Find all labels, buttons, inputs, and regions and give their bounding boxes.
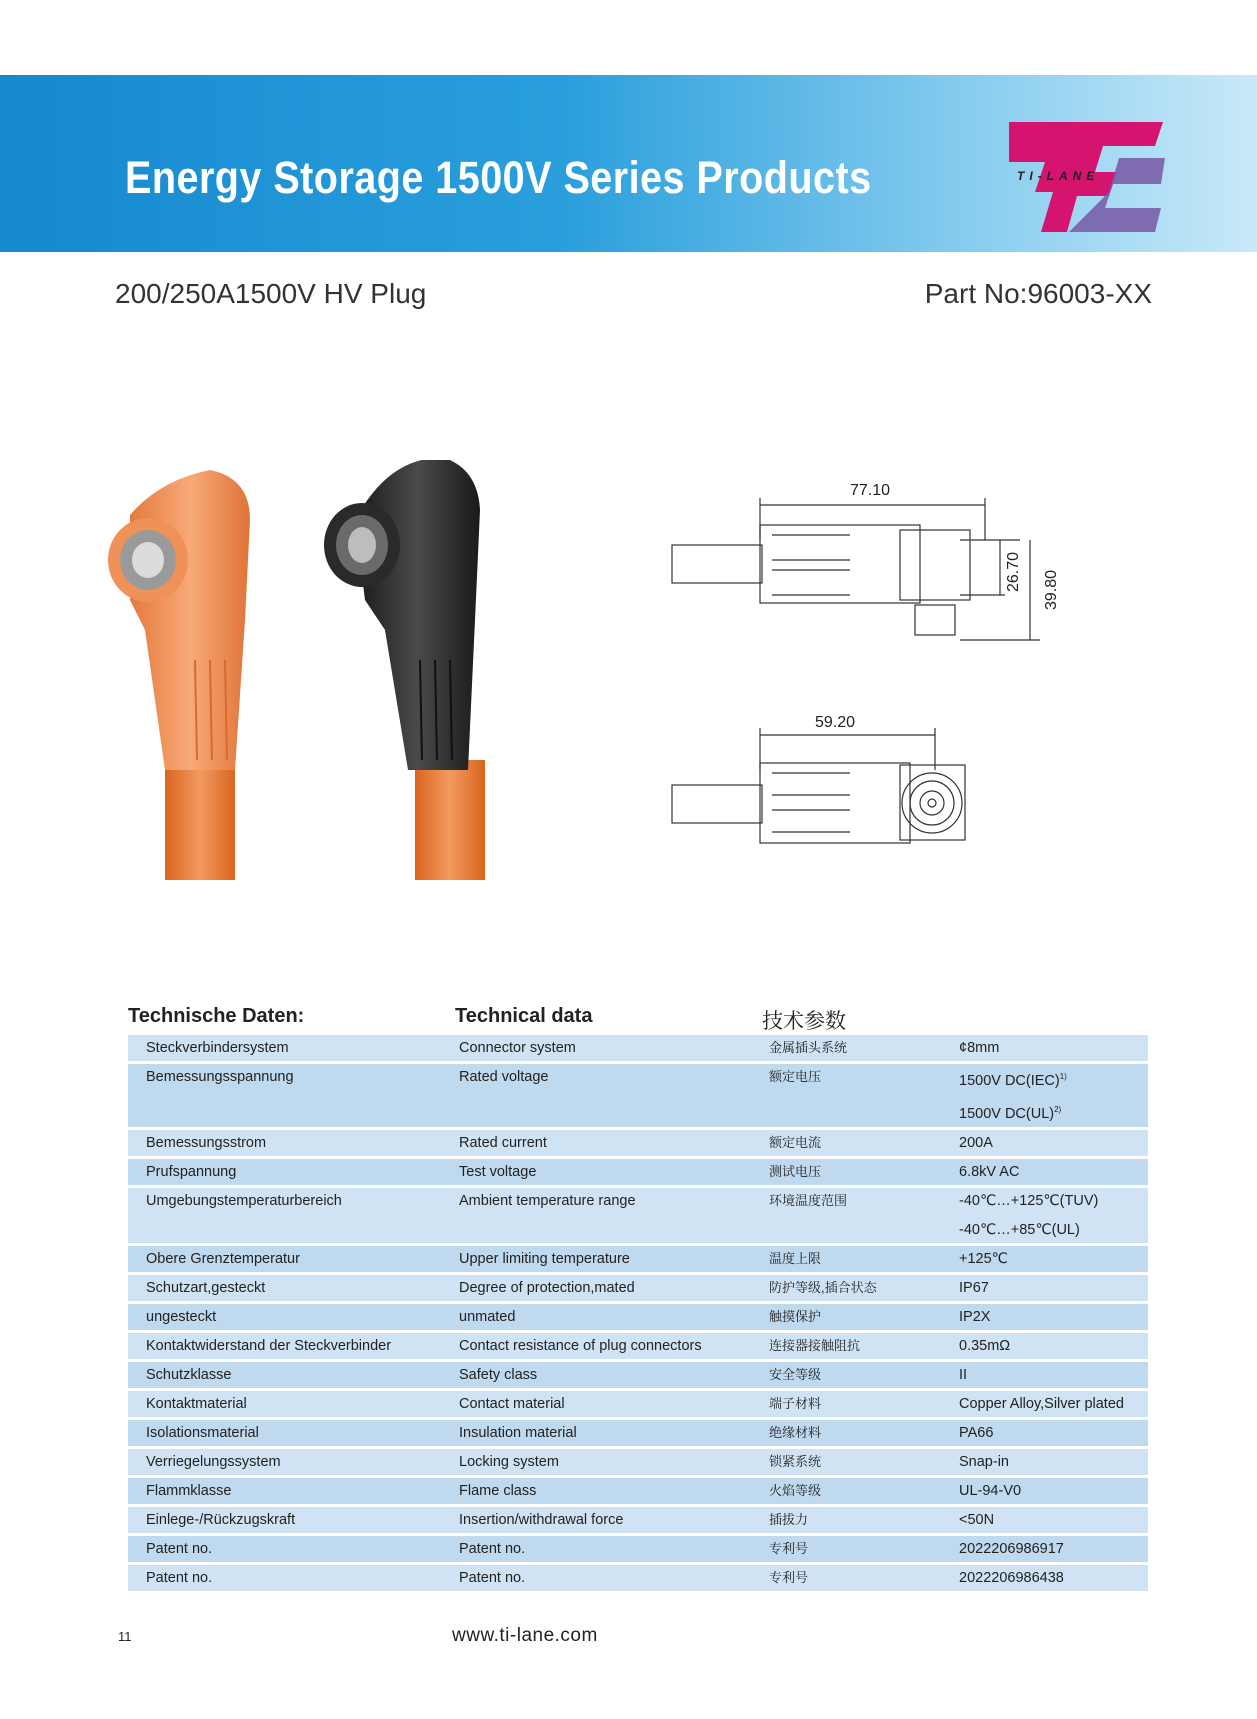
cell-en: Test voltage (459, 1159, 769, 1185)
cell-value (959, 1507, 1148, 1533)
value-line: ¢8mm (959, 1040, 1000, 1056)
cell-zh: 专利号 (769, 1536, 959, 1562)
technical-drawing (660, 470, 1080, 860)
page-title: Energy Storage 1500V Series Products (125, 152, 872, 203)
value-footnote: 1) (1059, 1072, 1067, 1081)
cell-en: Ambient temperature range (459, 1188, 769, 1243)
website-url[interactable]: www.ti-lane.com (452, 1625, 598, 1646)
cell-de: Bemessungsspannung (128, 1064, 459, 1127)
cell-zh: 金属插头系统 (769, 1035, 959, 1061)
value-line: 200A (959, 1134, 993, 1151)
value-line: 2022206986917 (959, 1540, 1064, 1557)
table-row (128, 1246, 1148, 1272)
cell-en: Connector system (459, 1035, 769, 1061)
cell-zh: 防护等级,插合状态 (769, 1275, 959, 1301)
value-line: 2022206986438 (959, 1569, 1064, 1586)
cell-zh: 连接器接触阻抗 (769, 1333, 959, 1359)
table-row (128, 1478, 1148, 1504)
cell-value (959, 1536, 1148, 1562)
table-row (128, 1188, 1148, 1243)
value-line: II (959, 1366, 968, 1383)
value-line: Snap-in (959, 1453, 1009, 1470)
cell-de: Umgebungstemperaturbereich (128, 1188, 459, 1243)
table-row (128, 1420, 1148, 1446)
cell-de: Patent no. (128, 1565, 459, 1591)
cell-en: Patent no. (459, 1565, 769, 1591)
cell-zh: 额定电流 (769, 1130, 959, 1156)
product-photo (100, 460, 500, 880)
cell-zh: 锁紧系统 (769, 1449, 959, 1475)
value-2-footnote: 2) (1054, 1104, 1062, 1114)
cell-zh: 温度上限 (769, 1246, 959, 1272)
cell-en: Patent no. (459, 1536, 769, 1562)
cell-en: Safety class (459, 1362, 769, 1388)
cell-en: Upper limiting temperature (459, 1246, 769, 1272)
table-row (128, 1391, 1148, 1417)
table-row (128, 1565, 1148, 1591)
value-line: 0.35mΩ (959, 1337, 1011, 1354)
table-row (128, 1362, 1148, 1388)
cell-de: ungesteckt (128, 1304, 459, 1330)
value-line: +125℃ (959, 1250, 1008, 1267)
cell-zh: 端子材料 (769, 1391, 959, 1417)
table-header-row (128, 1005, 1148, 1032)
value-line: IP2X (959, 1308, 991, 1325)
table-row (128, 1130, 1148, 1156)
cell-en: Insertion/withdrawal force (459, 1507, 769, 1533)
cell-de: Verriegelungssystem (128, 1449, 459, 1475)
cell-de: Steckverbindersystem (128, 1035, 459, 1061)
dim-bottom-length: 59.20 (815, 714, 856, 731)
value-line: <50N (959, 1511, 995, 1528)
cell-value (959, 1188, 1148, 1243)
value-line-2-text: 1500V DC(UL) (959, 1105, 1055, 1122)
dim-top-length: 77.10 (850, 482, 891, 499)
part-number: Part No:96003-XX (924, 278, 1152, 309)
cell-de: Flammklasse (128, 1478, 459, 1504)
cell-de: Patent no. (128, 1536, 459, 1562)
value-line: 6.8kV AC (959, 1163, 1020, 1180)
table-row (128, 1304, 1148, 1330)
value-line: 1500V DC(IEC) (959, 1072, 1060, 1089)
table-row (128, 1449, 1148, 1475)
cell-en: Contact resistance of plug connectors (459, 1333, 769, 1359)
page-number: 11 (118, 1629, 132, 1644)
value-line: Copper Alloy,Silver plated (959, 1395, 1124, 1412)
cell-en: Degree of protection,mated (459, 1275, 769, 1301)
header-en: Technical data (455, 1005, 593, 1027)
cell-value (959, 1391, 1148, 1417)
cell-value (959, 1565, 1148, 1591)
table-row (128, 1507, 1148, 1533)
cell-en: Flame class (459, 1478, 769, 1504)
cell-de: Kontaktwiderstand der Steckverbinder (128, 1333, 459, 1359)
logo-text: TI-LANE (1017, 169, 1100, 183)
cell-zh: 火焰等级 (769, 1478, 959, 1504)
header-de: Technische Daten: (128, 1005, 305, 1027)
spec-table-section (128, 1005, 1148, 1594)
cell-de: Bemessungsstrom (128, 1130, 459, 1156)
orange-cable (165, 760, 235, 880)
cell-de: Kontaktmaterial (128, 1391, 459, 1417)
cell-zh: 测试电压 (769, 1159, 959, 1185)
cell-zh: 安全等级 (769, 1362, 959, 1388)
value-line: -40℃…+125℃(TUV) (959, 1192, 1099, 1209)
table-row (128, 1064, 1148, 1127)
cell-value (959, 1304, 1148, 1330)
value-line-2-text: -40℃…+85℃(UL) (959, 1221, 1080, 1238)
cell-value (959, 1130, 1148, 1156)
cell-en: Insulation material (459, 1420, 769, 1446)
cell-en: Locking system (459, 1449, 769, 1475)
cell-value (959, 1420, 1148, 1446)
cell-zh: 触摸保护 (769, 1304, 959, 1330)
value-line: PA66 (959, 1424, 994, 1441)
value-line-2 (959, 1097, 1148, 1127)
cell-zh: 插拔力 (769, 1507, 959, 1533)
header-zh: 技术参数 (762, 1010, 846, 1033)
table-row (128, 1536, 1148, 1562)
cell-value (959, 1159, 1148, 1185)
product-name: 200/250A1500V HV Plug (115, 278, 427, 309)
cell-de: Isolationsmaterial (128, 1420, 459, 1446)
table-row (128, 1159, 1148, 1185)
dim-height-inner: 26.70 (1005, 551, 1022, 592)
cell-en: Rated voltage (459, 1064, 769, 1127)
cell-en: Rated current (459, 1130, 769, 1156)
cell-de: Schutzklasse (128, 1362, 459, 1388)
value-line-2 (959, 1217, 1148, 1243)
cell-value (959, 1478, 1148, 1504)
cell-value (959, 1035, 1148, 1061)
cell-de: Schutzart,gesteckt (128, 1275, 459, 1301)
orange-plug-body (130, 470, 250, 770)
cell-en: Contact material (459, 1391, 769, 1417)
cell-zh: 环境温度范围 (769, 1188, 959, 1243)
cell-zh: 额定电压 (769, 1064, 959, 1127)
table-row (128, 1333, 1148, 1359)
value-line: IP67 (959, 1279, 989, 1296)
cell-value (959, 1449, 1148, 1475)
dim-height-outer: 39.80 (1043, 569, 1060, 610)
cell-en: unmated (459, 1304, 769, 1330)
black-cable (415, 760, 485, 880)
value-line: UL-94-V0 (959, 1482, 1022, 1499)
cell-value (959, 1064, 1148, 1127)
spec-table (128, 1032, 1148, 1594)
cell-value (959, 1333, 1148, 1359)
cell-value (959, 1246, 1148, 1272)
table-row (128, 1275, 1148, 1301)
cell-value (959, 1362, 1148, 1388)
cell-zh: 绝缘材料 (769, 1420, 959, 1446)
cell-value (959, 1275, 1148, 1301)
table-row (128, 1035, 1148, 1061)
cell-zh: 专利号 (769, 1565, 959, 1591)
cell-de: Prufspannung (128, 1159, 459, 1185)
cell-de: Obere Grenztemperatur (128, 1246, 459, 1272)
cell-de: Einlege-/Rückzugskraft (128, 1507, 459, 1533)
